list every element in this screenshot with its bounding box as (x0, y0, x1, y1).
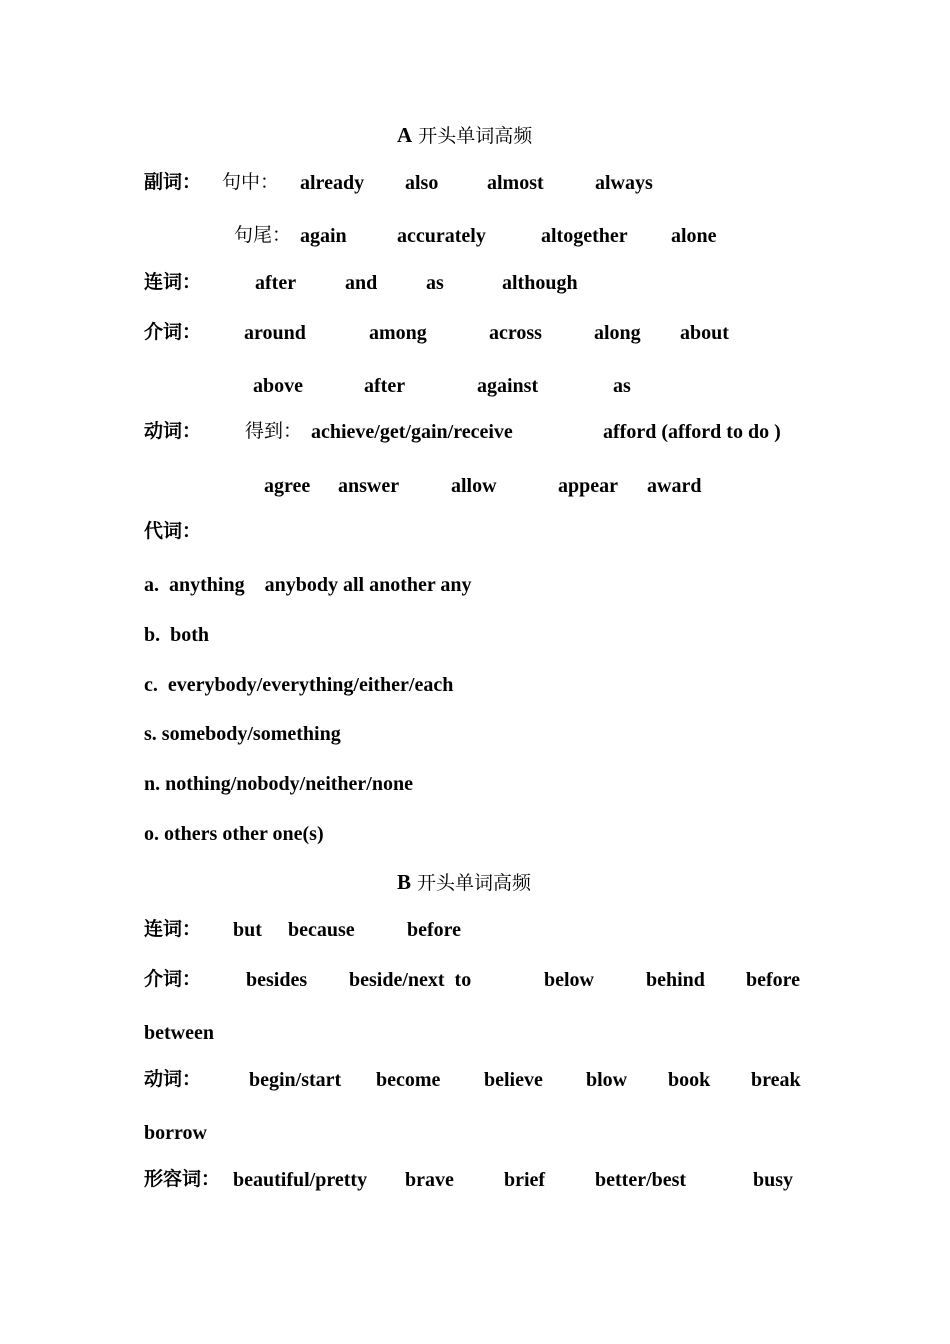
preposition-word: beside/next to (349, 969, 472, 991)
adjective-word: better/best (595, 1169, 687, 1191)
verb-word: blow (586, 1069, 628, 1091)
verb-word: book (668, 1069, 711, 1091)
verb-afford: afford (afford to do ) (603, 421, 781, 443)
adverb-word: always (595, 172, 653, 194)
preposition-word: around (244, 322, 306, 344)
adverb-word: already (300, 172, 365, 194)
pronoun-line: s. somebody/something (144, 723, 341, 745)
preposition-word: among (369, 322, 427, 344)
section-a-title-letter: A (397, 123, 413, 147)
adjective-word: busy (753, 1169, 794, 1191)
adjective-word: brief (504, 1169, 546, 1191)
section-b-title (397, 869, 531, 896)
verb-get-words: achieve/get/gain/receive (311, 421, 513, 443)
conjunction-word: as (426, 272, 444, 294)
preposition-word: about (680, 322, 729, 344)
verb-word: become (376, 1069, 441, 1091)
conjunction-word: but (233, 919, 262, 941)
adjective-word: beautiful/pretty (233, 1169, 368, 1191)
section-b-title-text: 开头单词高频 (411, 872, 532, 894)
preposition-word: below (544, 969, 594, 991)
adverb-label: 副词： (144, 171, 202, 193)
preposition-label: 介词： (144, 321, 202, 343)
adverb-mid-label: 句中： (222, 171, 280, 193)
verb-word: award (647, 475, 702, 497)
verb-word: answer (338, 475, 400, 497)
conjunction-word: and (345, 272, 378, 294)
adverb-word: almost (487, 172, 544, 194)
verb-label: 动词： (144, 1068, 202, 1090)
verb-word: appear (558, 475, 618, 497)
conjunction-label: 连词： (144, 918, 202, 940)
preposition-word: as (613, 375, 631, 397)
preposition-word: before (746, 969, 801, 991)
verb-word: believe (484, 1069, 543, 1091)
section-a-title-text: 开头单词高频 (412, 125, 533, 147)
preposition-word: behind (646, 969, 705, 991)
pronoun-line: o. others other one(s) (144, 823, 324, 845)
preposition-word: against (477, 375, 539, 397)
pronoun-line: b. both (144, 624, 210, 646)
preposition-word: between (144, 1022, 214, 1044)
verb-get-label: 得到： (245, 420, 303, 442)
preposition-word: across (489, 322, 542, 344)
verb-word: begin/start (249, 1069, 342, 1091)
pronoun-label: 代词： (144, 520, 202, 542)
adverb-word: alone (671, 225, 717, 247)
adverb-end-label: 句尾： (234, 224, 292, 246)
conjunction-word: before (407, 919, 462, 941)
preposition-label: 介词： (144, 968, 202, 990)
adverb-word: altogether (541, 225, 628, 247)
conjunction-word: although (502, 272, 578, 294)
conjunction-label: 连词： (144, 271, 202, 293)
preposition-word: besides (246, 969, 308, 991)
section-a-title (397, 122, 532, 149)
pronoun-line: n. nothing/nobody/neither/none (144, 773, 413, 795)
section-b-title-letter: B (397, 870, 412, 894)
preposition-word: after (364, 375, 406, 397)
conjunction-word: after (255, 272, 297, 294)
adverb-word: accurately (397, 225, 486, 247)
pronoun-line: a. anything anybody all another any (144, 574, 472, 596)
preposition-word: along (594, 322, 641, 344)
verb-label: 动词： (144, 420, 202, 442)
verb-word: borrow (144, 1122, 207, 1144)
adjective-label: 形容词： (144, 1168, 221, 1190)
adjective-word: brave (405, 1169, 454, 1191)
conjunction-word: because (288, 919, 355, 941)
verb-word: agree (264, 475, 311, 497)
adverb-word: also (405, 172, 439, 194)
verb-word: allow (451, 475, 497, 497)
verb-word: break (751, 1069, 801, 1091)
pronoun-line: c. everybody/everything/either/each (144, 674, 454, 696)
adverb-word: again (300, 225, 347, 247)
preposition-word: above (253, 375, 303, 397)
